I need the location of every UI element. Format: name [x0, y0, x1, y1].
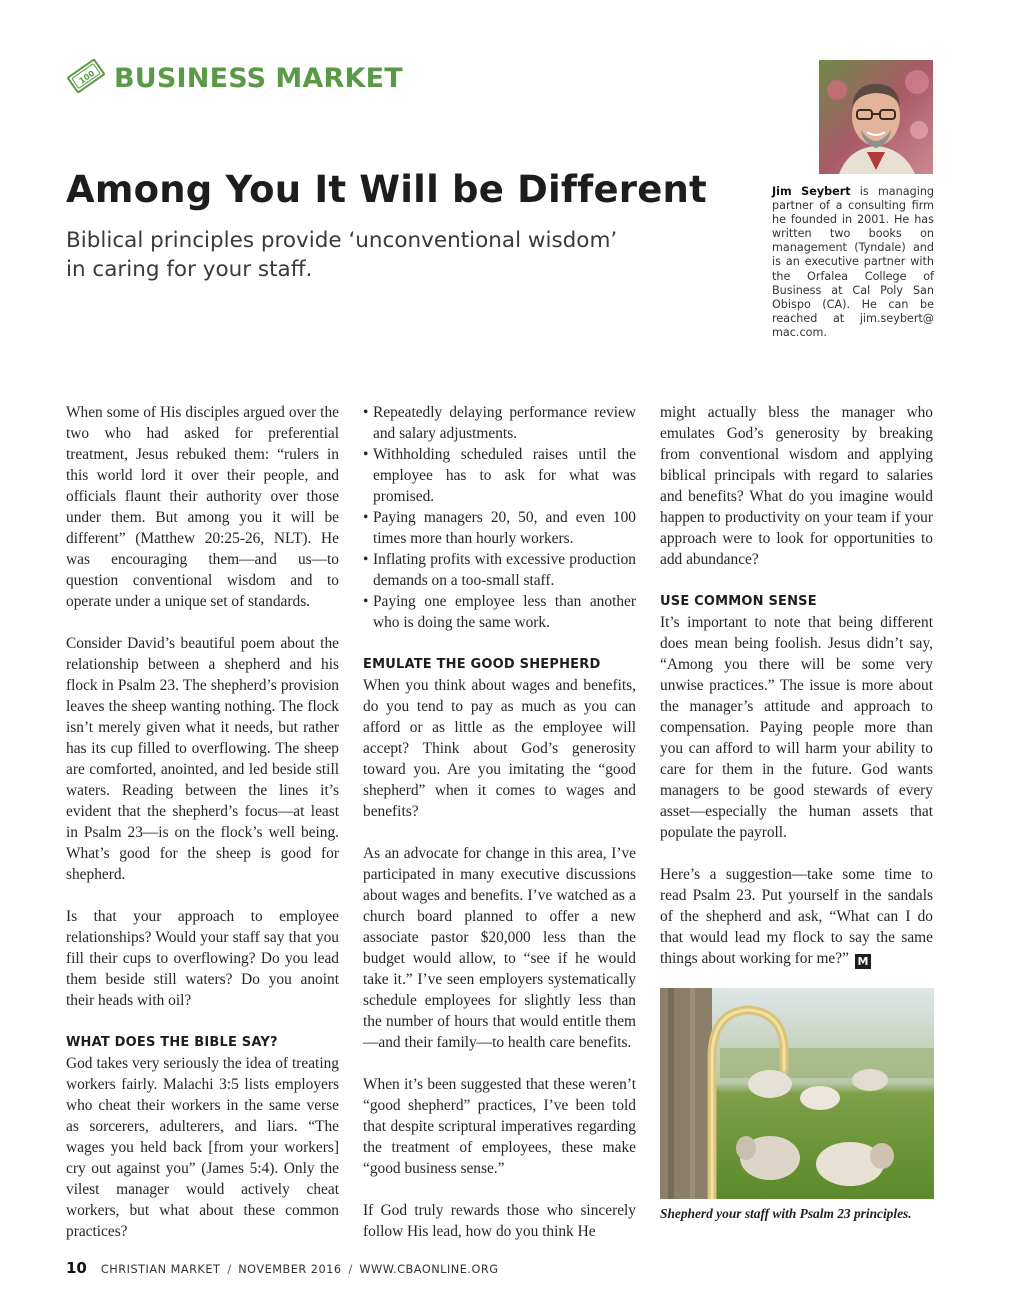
list-item-text: Withholding scheduled raises until the employee has to ask for what was promised. — [373, 446, 636, 505]
svg-text:100: 100 — [77, 68, 97, 86]
author-bio — [772, 185, 934, 340]
list-item — [363, 402, 636, 444]
article-column-3 — [660, 402, 933, 969]
photo-caption: Shepherd your staff with Psalm 23 principles. — [660, 1206, 912, 1221]
article-subhead: Biblical principles provide ‘unconventional wisdom’ in caring for your staff. — [66, 228, 618, 282]
website-link[interactable]: WWW.CBAONLINE.ORG — [359, 1263, 499, 1276]
paragraph: When you think about wages and benefits, do you tend to pay as much as you can afford or as little as the employee will accept? Think about God’s generosity toward you. Are you imitating the “good shepherd” when it comes to wages and benefits? — [363, 677, 636, 820]
bullet-list — [363, 402, 636, 633]
paragraph: If God truly rewards those who sincerely follow His lead, how do you think He — [363, 1202, 636, 1240]
author-photo — [819, 60, 933, 174]
list-item-text: Inflating profits with excessive production demands on a too-small staff. — [373, 551, 636, 589]
shepherd-staff-photo — [660, 988, 934, 1199]
paragraph — [660, 864, 933, 969]
bullet-icon: • — [363, 404, 369, 421]
issue-date: NOVEMBER 2016 — [238, 1263, 342, 1276]
publication-name: CHRISTIAN MARKET — [100, 1263, 221, 1276]
list-item-text: Paying managers 20, 50, and even 100 times more than hourly workers. — [373, 509, 636, 547]
list-item — [363, 507, 636, 549]
section-label-market: MARKET — [275, 62, 403, 94]
paragraph-text: Here’s a suggestion—take some time to read Psalm 23. Put yourself in the sandals of the shepherd and ask, “What can I do that would lead my flock to say the same things about working for me?” — [660, 866, 933, 967]
list-item — [363, 444, 636, 507]
list-item-text: Repeatedly delaying performance review and salary adjustments. — [373, 404, 636, 442]
footer-separator: / — [227, 1263, 232, 1276]
author-name: Jim Seybert — [772, 185, 851, 198]
paragraph: Is that your approach to employee relationships? Would your staff say that you fill their cups to overflowing? Do you lead them beside still waters? Do you anoint their heads with oil? — [66, 908, 339, 1009]
page-number: 10 — [66, 1259, 87, 1277]
list-item — [363, 549, 636, 591]
bullet-icon: • — [363, 593, 369, 610]
section-heading: USE COMMON SENSE — [660, 594, 817, 609]
section-label-business: BUSINESS — [114, 62, 267, 94]
footer-separator: / — [348, 1263, 353, 1276]
page-footer — [66, 1259, 498, 1277]
paragraph: God takes very seriously the idea of treating workers fairly. Malachi 3:5 lists employers who cheat their workers in the same verse as sorcerers, adulterers, and liars. “The wages you held back [from your workers] cry out against you” (James 5:4). Only the vilest manager would actively cheat workers, but what about these common practices? — [66, 1055, 339, 1240]
paragraph: Consider David’s beautiful poem about the relationship between a shepherd and his flock in Psalm 23. The shepherd’s provision leaves the sheep wanting nothing. The flock isn’t merely given what it needs, but rather has its cup filled to overflowing. The sheep are comforted, anointed, and led beside still waters. Reading between the lines it’s evident that the shepherd’s focus—at least in Psalm 23—is on the flock’s well being. What’s good for the sheep is good for shepherd. — [66, 635, 339, 883]
money-bill-icon — [66, 59, 106, 98]
bullet-icon: • — [363, 509, 369, 526]
article-column-2 — [363, 402, 636, 1242]
section-header — [66, 58, 403, 98]
article-column-1 — [66, 402, 339, 1242]
list-item-text: Paying one employee less than another who is doing the same work. — [373, 593, 636, 631]
paragraph: When it’s been suggested that these weren’t “good shepherd” practices, I’ve been told that despite scriptural imperatives regarding the treatment of employees, these make “good business sense.” — [363, 1076, 636, 1177]
bullet-icon: • — [363, 446, 369, 463]
end-mark-icon: M — [855, 954, 871, 969]
paragraph: When some of His disciples argued over the two who had asked for preferential treatment, Jesus rebuked them: “rulers in this world lord it over their people, and officials flaunt their authority over those under them. But among you it will be different” (Matthew 20:25-26, NLT). He was encouraging them—and us—to question conventional wisdom and to operate under a unique set of standards. — [66, 404, 339, 610]
bullet-icon: • — [363, 551, 369, 568]
article-headline: Among You It Will be Different — [66, 168, 707, 211]
section-heading: EMULATE THE GOOD SHEPHERD — [363, 657, 601, 672]
paragraph: might actually bless the manager who emulates God’s generosity by breaking from conventional wisdom and applying biblical principals with regard to salaries and benefits? What do you imagine would happen to productivity on your team if your approach were to look for opportunities to add abundance? — [660, 404, 933, 568]
list-item — [363, 591, 636, 633]
paragraph: It’s important to note that being different does mean being foolish. Jesus didn’t say, “Among you there will be some very unwise practices.” The issue is more about the manager’s attitude and approach to compensation. Paying people more than you can afford to will harm your ability to care for them in the future. God wants managers to be good stewards of every asset—especially the human assets that populate the payroll. — [660, 614, 933, 841]
section-heading: WHAT DOES THE BIBLE SAY? — [66, 1035, 278, 1050]
author-bio-text: is managing partner of a consulting firm he founded in 2001. He has written two books on management (Tyndale) and is an executive partner with the Orfalea College of Business at Cal Poly San Obispo (CA). He can be reached at jim.seybert@ mac.com. — [772, 185, 935, 339]
paragraph: As an advocate for change in this area, I’ve participated in many executive discussions about wages and benefits. I’ve watched as a church board planned to offer a new associate pastor $20,000 less than the budget would allow, to “see if he would take it.” I’ve seen employers systematically schedule employees for slightly less than the number of hours that would entitle them—and their family—to health care benefits. — [363, 845, 636, 1051]
